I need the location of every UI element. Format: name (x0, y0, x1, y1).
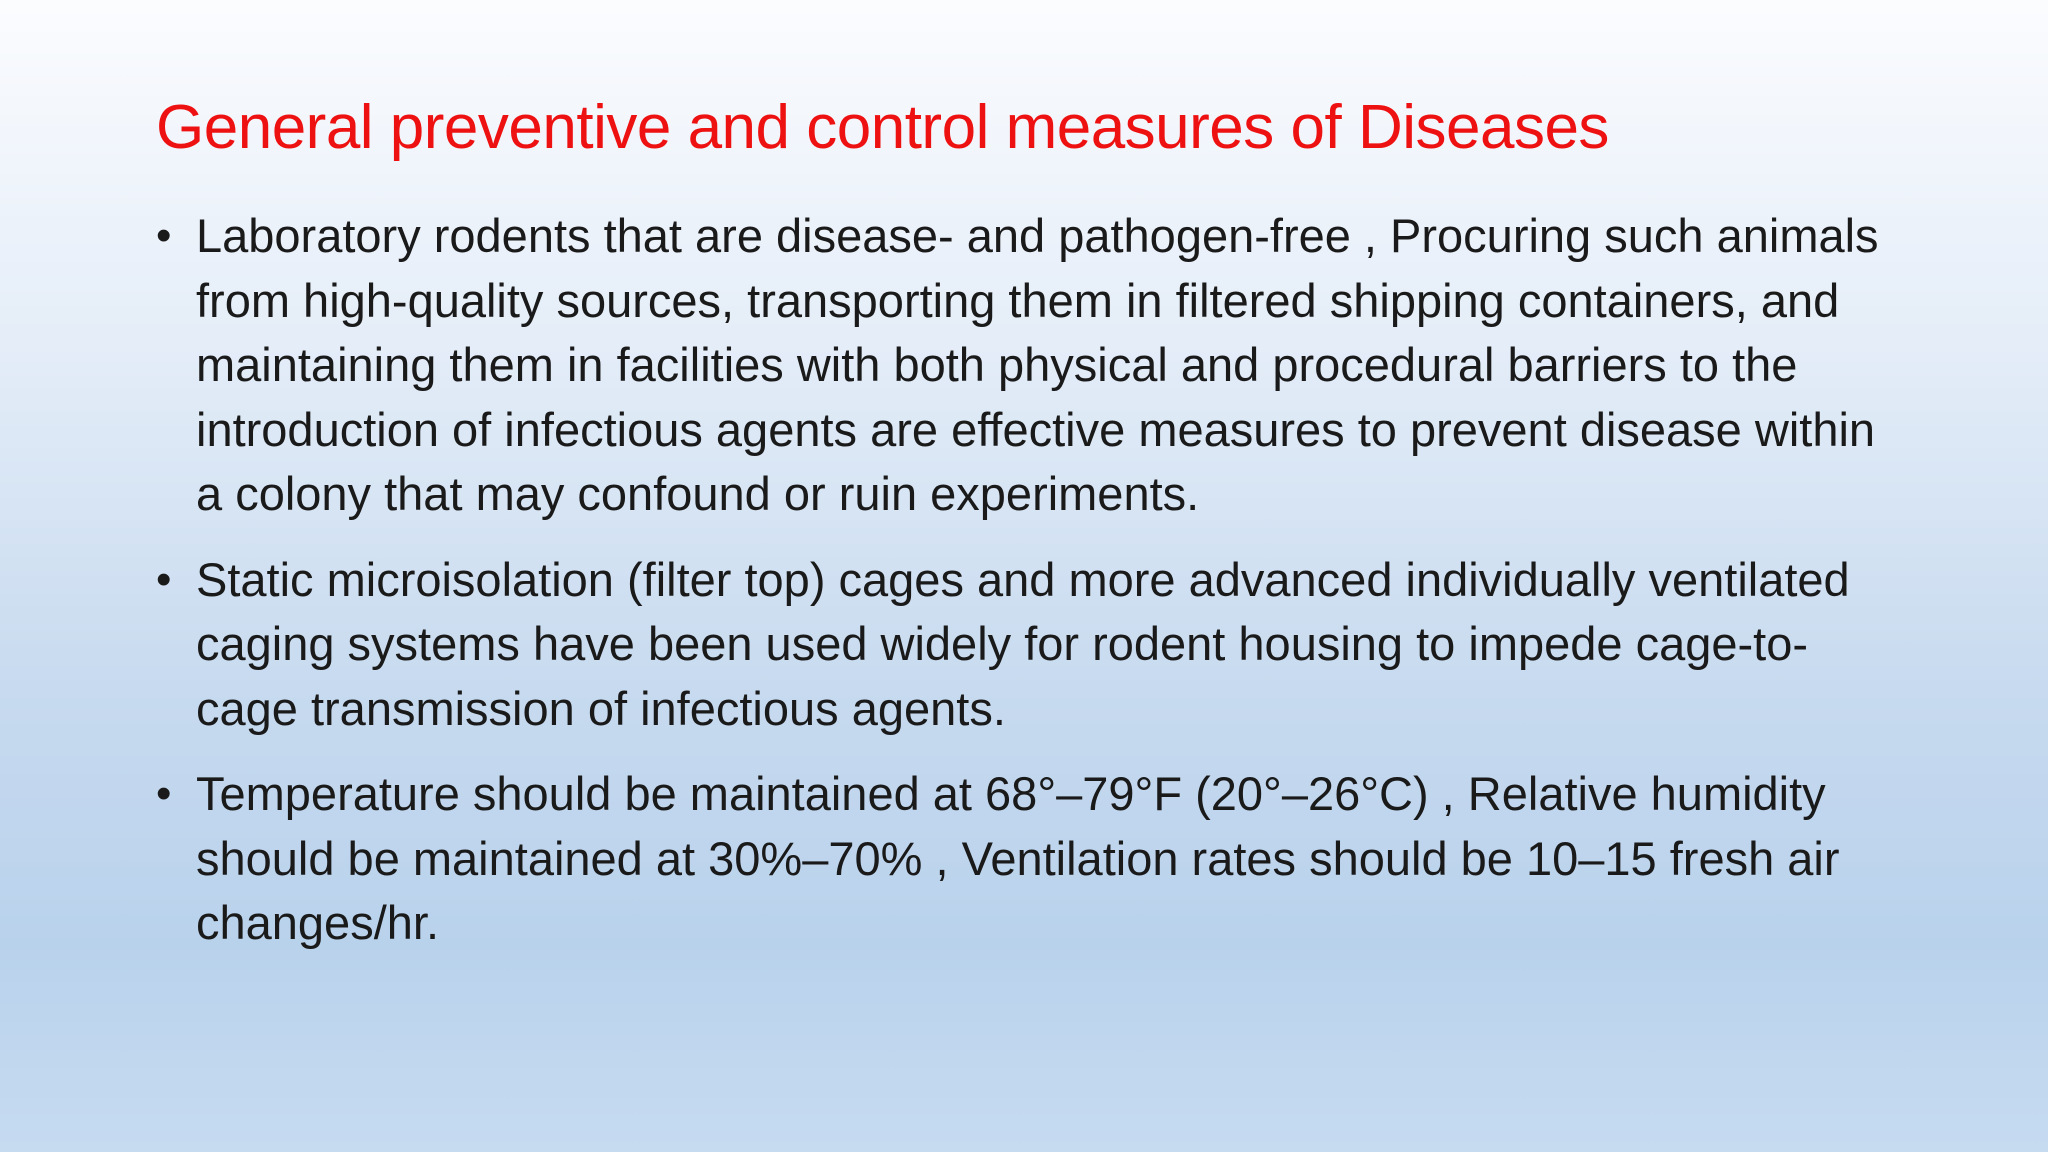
bullet-text: Temperature should be maintained at 68°–79°F (20°–26°C) , Relative humidity should be maintained at 30%–70% , Ventilation rates should be 10–15 fresh air changes/hr. (196, 767, 1840, 949)
slide-title: General preventive and control measures of Diseases (156, 93, 1609, 162)
bullet-text: Static microisolation (filter top) cages and more advanced individually ventilated caging systems have been used widely for rodent housing to impede cage-to-cage transmission of infectious agents. (196, 552, 1850, 735)
bullet-item-microisolation-cages (156, 548, 1896, 742)
bullet-marker: • (156, 211, 172, 260)
bullet-list (156, 204, 1896, 977)
bullet-marker: • (156, 769, 172, 818)
bullet-item-disease-free-rodents (156, 204, 1896, 527)
bullet-text: Laboratory rodents that are disease- and pathogen-free , Procuring such animals from high-quality sources, transporting them in filtered shipping containers, and maintaining them in facilities with both physical and procedural barriers to the introduction of infectious agents are effective measures to prevent disease within a colony that may confound or ruin experiments. (196, 209, 1879, 520)
bullet-item-environment-conditions (156, 762, 1896, 956)
bullet-marker: • (156, 554, 172, 604)
